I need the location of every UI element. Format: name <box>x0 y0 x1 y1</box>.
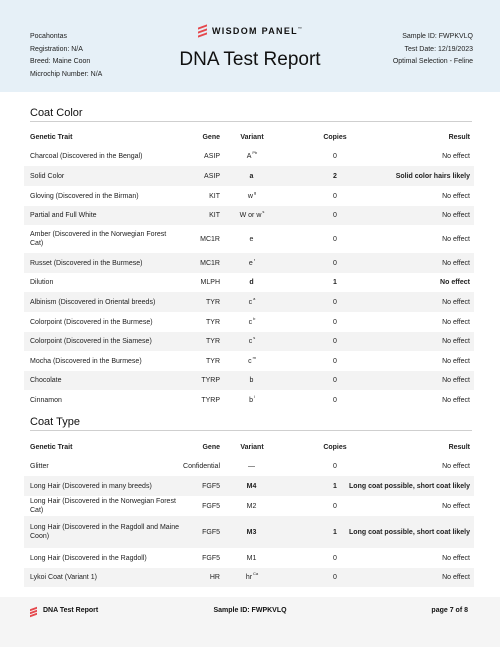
copies-count: 0 <box>333 318 337 326</box>
variant-name: e <box>248 259 253 267</box>
variant-cell <box>226 457 278 476</box>
variant-cell <box>226 476 278 496</box>
coat-type-table-header <box>24 436 474 458</box>
result-text: No effect <box>442 192 470 200</box>
table-row <box>24 253 474 273</box>
variant-cell <box>226 225 278 253</box>
variant-cell <box>226 147 278 166</box>
table-row <box>24 206 474 225</box>
result-text: Solid color hairs likely <box>395 172 470 180</box>
result-text: No effect <box>440 279 470 286</box>
result-text: No effect <box>442 338 470 345</box>
col-variant: Variant <box>240 133 264 141</box>
footer-sample-id: Sample ID: FWPKVLQ <box>213 607 287 614</box>
gene-name: FGF5 <box>202 554 220 562</box>
trademark: ™ <box>297 25 304 31</box>
result-text: No effect <box>442 554 470 562</box>
variant-name: M4 <box>246 482 257 490</box>
variant-name: M3 <box>246 528 257 536</box>
result-text: No effect <box>442 396 470 404</box>
variant-cell <box>226 496 278 516</box>
registration: Registration: N/A <box>30 45 83 53</box>
col-result: Result <box>448 133 470 141</box>
trait-name: Glitter <box>30 463 49 470</box>
trait-name: Russet (Discovered in the Burmese) <box>30 259 143 267</box>
variant-cell <box>226 292 278 312</box>
variant-name: — <box>248 463 255 470</box>
copies-count: 0 <box>333 259 337 267</box>
section-divider <box>30 430 472 431</box>
variant-superscript: b <box>253 315 256 321</box>
variant-name: M2 <box>246 502 257 510</box>
gene-name: TYRP <box>201 377 220 384</box>
trait-name: Mocha (Discovered in the Burmese) <box>30 357 142 365</box>
copies-count: 2 <box>333 172 337 180</box>
gene-name: TYR <box>206 357 220 365</box>
variant-name: W or w <box>239 212 262 219</box>
copies-count: 0 <box>333 396 337 404</box>
table-row <box>24 273 474 292</box>
gene-name: FGF5 <box>202 502 220 510</box>
result-text: Long coat possible, short coat likely <box>349 482 470 490</box>
variant-name: A <box>246 153 252 160</box>
gene-name: TYR <box>206 318 220 326</box>
table-row <box>24 332 474 351</box>
copies-count: 0 <box>333 463 337 470</box>
result-text: Long coat possible, short coat likely <box>349 528 470 536</box>
gene-name: MC1R <box>200 259 220 267</box>
report-title: DNA Test Report <box>179 49 321 70</box>
variant-cell <box>226 186 278 206</box>
coat-color-table-header <box>24 126 474 148</box>
gene-name: TYR <box>206 338 220 345</box>
variant-name: M1 <box>246 554 257 562</box>
variant-name: e <box>249 235 254 243</box>
copies-count: 1 <box>333 482 337 490</box>
wisdom-panel-logo <box>198 25 303 36</box>
gene-name: MC1R <box>200 235 220 243</box>
result-text: No effect <box>442 259 470 267</box>
gene-name: TYR <box>206 298 220 306</box>
variant-cell <box>226 312 278 332</box>
gene-name: KIT <box>209 192 220 200</box>
copies-count: 0 <box>333 554 337 562</box>
variant-name: c <box>248 338 253 345</box>
result-text: No effect <box>442 574 470 581</box>
variant-cell <box>226 351 278 371</box>
report-footer <box>0 597 500 647</box>
variant-name: b <box>249 396 253 404</box>
table-row <box>24 476 474 496</box>
variant-name: c <box>248 298 253 306</box>
result-text: No effect <box>442 357 470 365</box>
trait-name: Dilution <box>30 279 54 286</box>
trait-name: Chocolate <box>30 377 62 384</box>
table-row <box>24 292 474 312</box>
variant-name: d <box>249 279 254 286</box>
gene-name: FGF5 <box>202 528 220 536</box>
col-trait: Genetic Trait <box>30 133 73 141</box>
test-date: Test Date: 12/19/2023 <box>404 45 473 53</box>
trait-name: Colorpoint (Discovered in the Siamese) <box>30 338 152 345</box>
copies-count: 0 <box>333 235 337 243</box>
gene-name: ASIP <box>204 172 220 180</box>
footer-title: DNA Test Report <box>43 607 99 614</box>
copies-count: 0 <box>333 574 337 581</box>
col-trait: Genetic Trait <box>30 443 73 451</box>
variant-name: c <box>248 318 253 326</box>
variant-superscript: r <box>253 256 256 262</box>
variant-cell <box>226 206 278 225</box>
variant-cell <box>226 273 278 292</box>
table-row <box>24 225 474 253</box>
trait-name: Colorpoint (Discovered in the Burmese) <box>30 318 153 326</box>
table-row <box>24 390 474 410</box>
result-text: No effect <box>442 153 470 160</box>
table-row <box>24 351 474 371</box>
col-copies: Copies <box>323 443 347 451</box>
copies-count: 0 <box>333 153 337 160</box>
variant-cell <box>226 253 278 273</box>
copies-count: 0 <box>333 192 337 200</box>
variant-name: w <box>247 192 253 200</box>
col-copies: Copies <box>323 133 347 141</box>
variant-name: c <box>248 357 252 365</box>
variant-name: hr <box>245 574 253 581</box>
trait-name: Lykoi Coat (Variant 1) <box>30 574 97 581</box>
variant-cell <box>226 568 278 587</box>
variant-cell <box>226 166 278 186</box>
variant-cell <box>226 516 278 548</box>
table-row <box>24 457 474 476</box>
variant-superscript: s <box>253 335 256 340</box>
copies-count: 1 <box>333 528 337 536</box>
variant-superscript: l <box>254 393 255 399</box>
table-row <box>24 496 474 516</box>
trait-name: Cinnamon <box>30 396 62 404</box>
col-variant: Variant <box>240 443 264 451</box>
sample-id: Sample ID: FWPKVLQ <box>402 33 473 40</box>
copies-count: 0 <box>333 502 337 510</box>
variant-name: b <box>249 377 254 384</box>
trait-name: Long Hair (Discovered in the Ragdoll) <box>30 554 147 562</box>
brand-name: WISDOM PANEL <box>212 25 298 36</box>
variant-superscript: Ca <box>253 571 259 576</box>
variant-cell <box>226 390 278 410</box>
gene-name: MLPH <box>200 279 220 286</box>
copies-count: 0 <box>333 338 337 345</box>
trait-name: Charcoal (Discovered in the Bengal) <box>30 153 143 160</box>
variant-superscript: s <box>262 209 265 214</box>
table-row <box>24 516 474 548</box>
result-text: No effect <box>442 377 470 384</box>
table-row <box>24 568 474 587</box>
gene-name: FGF5 <box>202 482 220 490</box>
microchip-number: Microchip Number: N/A <box>30 71 103 79</box>
pet-name: Pocahontas <box>30 33 67 40</box>
gene-name: KIT <box>209 212 220 219</box>
result-text: No effect <box>442 463 470 470</box>
copies-count: 0 <box>333 212 337 219</box>
trait-name: Long Hair (Discovered in the Norwegian Forest Cat) <box>30 498 176 514</box>
test-selection: Optimal Selection - Feline <box>392 58 473 66</box>
variant-superscript: g <box>253 189 257 195</box>
report-header <box>0 0 500 92</box>
page-number: page 7 of 8 <box>431 607 468 614</box>
result-text: No effect <box>442 212 470 219</box>
variant-cell <box>226 548 278 568</box>
trait-name: Solid Color <box>30 172 65 180</box>
sample-info <box>393 31 473 69</box>
trait-name: Amber (Discovered in the Norwegian Forest Cat) <box>30 231 167 247</box>
col-result: Result <box>448 443 470 451</box>
coat-color-title: Coat Color <box>30 107 83 119</box>
variant-superscript: a <box>253 295 256 301</box>
section-divider <box>30 121 472 122</box>
table-row <box>24 312 474 332</box>
gene-name: HR <box>209 574 220 581</box>
result-text: No effect <box>442 235 470 243</box>
variant-superscript: m <box>252 354 256 360</box>
table-row <box>24 548 474 568</box>
table-row <box>24 186 474 206</box>
copies-count: 0 <box>333 357 337 365</box>
gene-name: ASIP <box>204 153 220 160</box>
variant-cell <box>226 332 278 351</box>
coat-type-title: Coat Type <box>30 416 80 428</box>
result-text: No effect <box>442 502 470 510</box>
col-gene: Gene <box>202 443 220 451</box>
trait-name: Partial and Full White <box>30 212 97 219</box>
variant-name: a <box>249 172 254 180</box>
breed: Breed: Maine Coon <box>30 58 91 66</box>
col-gene: Gene <box>202 133 220 141</box>
table-row <box>24 371 474 390</box>
variant-superscript: Pb <box>252 150 258 155</box>
gene-name: TYRP <box>201 396 220 404</box>
result-text: No effect <box>442 318 470 326</box>
copies-count: 0 <box>333 377 337 384</box>
table-row <box>24 166 474 186</box>
result-text: No effect <box>442 298 470 306</box>
trait-name: Long Hair (Discovered in the Ragdoll and Maine Coon) <box>30 524 180 540</box>
trait-name: Albinism (Discovered in Oriental breeds) <box>30 298 156 306</box>
copies-count: 1 <box>333 279 337 286</box>
variant-cell <box>226 371 278 390</box>
wisdom-panel-logo-icon <box>198 25 207 36</box>
trait-name: Long Hair (Discovered in many breeds) <box>30 482 152 490</box>
gene-name: Confidential <box>183 463 220 470</box>
trait-name: Gloving (Discovered in the Birman) <box>30 192 139 200</box>
table-row <box>24 147 474 166</box>
copies-count: 0 <box>333 298 337 306</box>
